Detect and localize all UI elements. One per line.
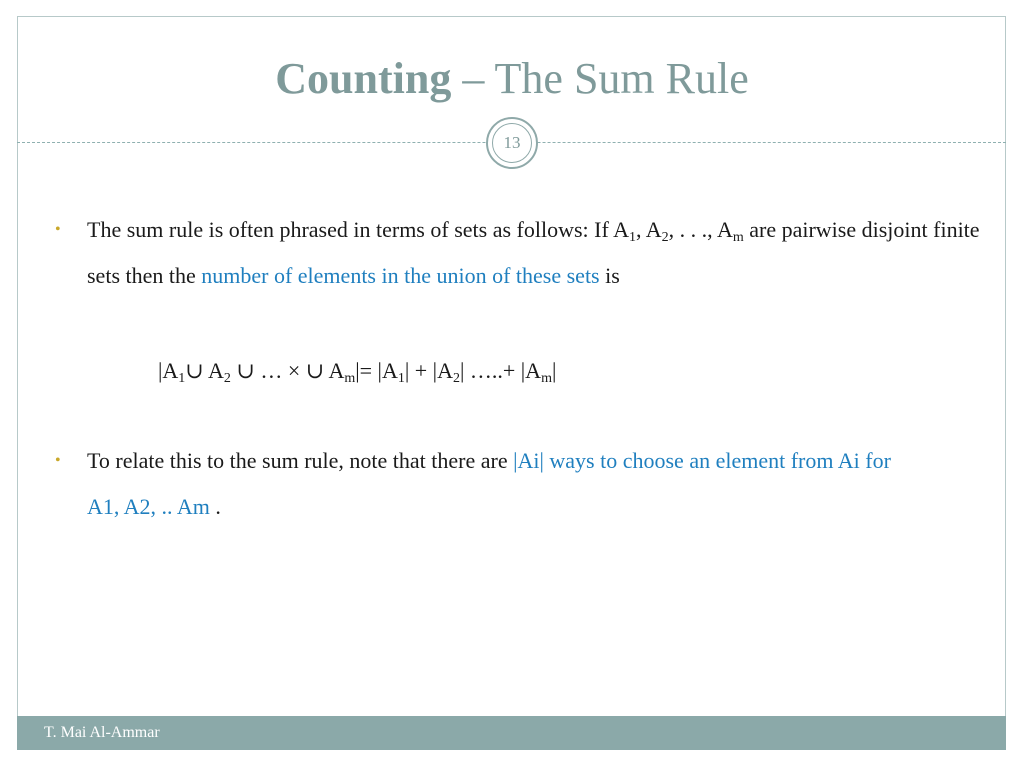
bullet1-text-c: , . . ., A bbox=[668, 217, 733, 242]
formula-sub-1: 1 bbox=[178, 371, 186, 386]
bullet1-sub-m: m bbox=[732, 230, 744, 245]
bullet1-text-e: is bbox=[599, 263, 620, 288]
formula-sub-2: 2 bbox=[223, 371, 231, 386]
formula-part-1: |A bbox=[158, 358, 179, 383]
bullet1-text-b: , A bbox=[635, 217, 662, 242]
footer-bar bbox=[17, 716, 1006, 750]
footer-author: T. Mai Al-Ammar bbox=[44, 724, 160, 741]
sum-rule-formula bbox=[158, 348, 556, 394]
formula-sub-6: m bbox=[541, 371, 552, 386]
bullet2-highlight: |Ai| ways to choose an element from Ai for A1, A2, .. Am bbox=[87, 448, 891, 519]
bullet-text-1 bbox=[87, 207, 987, 299]
formula-part-7: | bbox=[551, 358, 557, 383]
formula-part-2: ∪ A bbox=[185, 358, 224, 383]
formula-sub-4: 1 bbox=[397, 371, 405, 386]
bullet1-text-a: The sum rule is often phrased in terms of sets as follows: If A bbox=[87, 217, 629, 242]
slide-number-badge bbox=[486, 117, 538, 169]
formula-part-3: ∪ … × ∪ A bbox=[230, 358, 345, 383]
bullet1-text-d: are pairwise disjoint finite sets then the bbox=[87, 217, 980, 288]
formula-part-5: | + |A bbox=[404, 358, 453, 383]
formula-sub-5: 2 bbox=[452, 371, 460, 386]
slide-title bbox=[0, 53, 1024, 105]
slide-number: 13 bbox=[492, 123, 532, 163]
bullet1-sub-1: 1 bbox=[628, 230, 636, 245]
bullet2-text-a: To relate this to the sum rule, note that there are bbox=[87, 448, 514, 473]
bullet1-highlight: number of elements in the union of these sets bbox=[201, 263, 600, 288]
title-rest: – The Sum Rule bbox=[451, 54, 749, 103]
formula-sub-3: m bbox=[344, 371, 356, 386]
bullet-text-2 bbox=[87, 438, 907, 530]
bullet1-sub-2: 2 bbox=[661, 230, 669, 245]
formula-part-4: |= |A bbox=[355, 358, 398, 383]
bullet-marker-2: • bbox=[55, 452, 61, 469]
bullet2-text-b: . bbox=[209, 494, 221, 519]
formula-part-6: | …..+ |A bbox=[459, 358, 542, 383]
title-bold: Counting bbox=[275, 54, 452, 103]
bullet-marker-1: • bbox=[55, 221, 61, 238]
